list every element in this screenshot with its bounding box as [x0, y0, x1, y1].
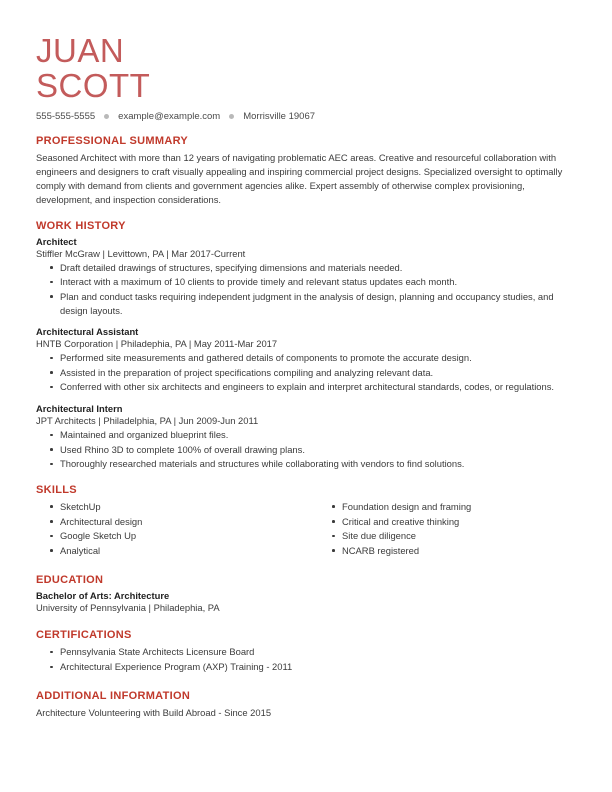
skill-item: Site due diligence — [342, 529, 600, 543]
job-bullet: Assisted in the preparation of project specifications compiling and analyzing relevant data. — [60, 366, 576, 380]
contact-email: example@example.com — [118, 111, 221, 122]
work-history-entry — [36, 236, 576, 318]
job-bullet-list — [36, 261, 576, 318]
job-title: Architect — [36, 235, 77, 247]
dot-separator-icon — [104, 114, 109, 119]
certification-item: Pennsylvania State Architects Licensure Board — [60, 645, 576, 659]
education-degree: Bachelor of Arts: Architecture — [36, 590, 170, 602]
contact-phone: 555-555-5555 — [36, 111, 96, 122]
skill-item: Google Sketch Up — [60, 529, 318, 543]
skill-item: Critical and creative thinking — [342, 515, 600, 529]
job-bullet: Performed site measurements and gathered details of components to promote the accurate design. — [60, 351, 576, 365]
skill-item: Architectural design — [60, 515, 318, 529]
skill-item: NCARB registered — [342, 544, 600, 558]
work-history-entry — [36, 403, 576, 471]
section-work-history — [36, 220, 576, 471]
job-bullet-list — [36, 351, 576, 394]
section-education — [36, 574, 576, 613]
skill-item: SketchUp — [60, 500, 318, 514]
job-bullet: Maintained and organized blueprint files. — [60, 428, 576, 442]
section-additional-information — [36, 690, 576, 720]
job-bullet: Conferred with other six architects and engineers to explain and interpret architectural standards, codes, or regulations. — [60, 380, 576, 394]
contact-info — [36, 111, 576, 122]
skills-list-left — [36, 500, 318, 558]
job-meta: Stiffler McGraw | Levittown, PA | Mar 2017-Current — [36, 247, 246, 259]
section-title-work-history: WORK HISTORY — [36, 219, 126, 232]
section-title-professional-summary: PROFESSIONAL SUMMARY — [36, 135, 189, 147]
certifications-list — [36, 645, 576, 673]
job-title: Architectural Intern — [36, 403, 123, 414]
job-meta: HNTB Corporation | Philadephia, PA | May 2011-Mar 2017 — [36, 338, 278, 350]
job-meta: JPT Architects | Philadelphia, PA | Jun 2009-Jun 2011 — [36, 415, 259, 426]
skills-columns — [36, 500, 576, 559]
job-bullet: Draft detailed drawings of structures, specifying dimensions and materials needed. — [60, 261, 576, 275]
certification-item: Architectural Experience Program (AXP) Training - 2011 — [60, 660, 576, 674]
section-title-certifications: CERTIFICATIONS — [36, 629, 132, 642]
section-skills — [36, 484, 576, 559]
contact-location: Morrisville 19067 — [243, 111, 316, 122]
job-bullet: Thoroughly researched materials and structures while collaborating with vendors to find solutions. — [60, 457, 576, 471]
dot-separator-icon — [229, 114, 234, 119]
skill-item: Foundation design and framing — [342, 500, 600, 514]
section-certifications — [36, 629, 576, 673]
first-name: JUAN — [36, 32, 125, 69]
professional-summary-text: Seasoned Architect with more than 12 years of navigating problematic AEC areas. Creative and resourceful collaboration with engineers and designers to craft visually appealing and inspiring commercial project designs. Specialized oversight to optimally comply with demand from clients and government agencies alike. Expert assembly of otherwise complex provisioning, development, and inspection considerations. — [36, 152, 563, 205]
section-professional-summary — [36, 135, 576, 207]
job-bullet: Plan and conduct tasks requiring independent judgment in the analysis of design, planning and occupancy studies, and design layouts. — [60, 290, 576, 317]
section-title-education: EDUCATION — [36, 574, 104, 587]
skills-column-right — [318, 500, 600, 559]
education-school: University of Pennsylvania | Philadephia, PA — [36, 602, 220, 614]
job-bullet-list — [36, 428, 576, 471]
skills-list-right — [318, 500, 600, 558]
candidate-name — [36, 34, 576, 102]
additional-information-text: Architecture Volunteering with Build Abroad - Since 2015 — [36, 706, 272, 718]
job-bullet: Interact with a maximum of 10 clients to provide timely and relevant status updates each month. — [60, 275, 576, 289]
job-bullet: Used Rhino 3D to complete 100% of overall drawing plans. — [60, 443, 576, 457]
last-name: SCOTT — [36, 67, 151, 104]
resume-header — [36, 34, 576, 122]
job-title: Architectural Assistant — [36, 326, 139, 338]
skills-column-left — [36, 500, 318, 559]
skill-item: Analytical — [60, 544, 318, 558]
work-history-entry — [36, 326, 576, 394]
section-title-additional-information: ADDITIONAL INFORMATION — [36, 689, 191, 702]
section-title-skills: SKILLS — [36, 483, 77, 496]
